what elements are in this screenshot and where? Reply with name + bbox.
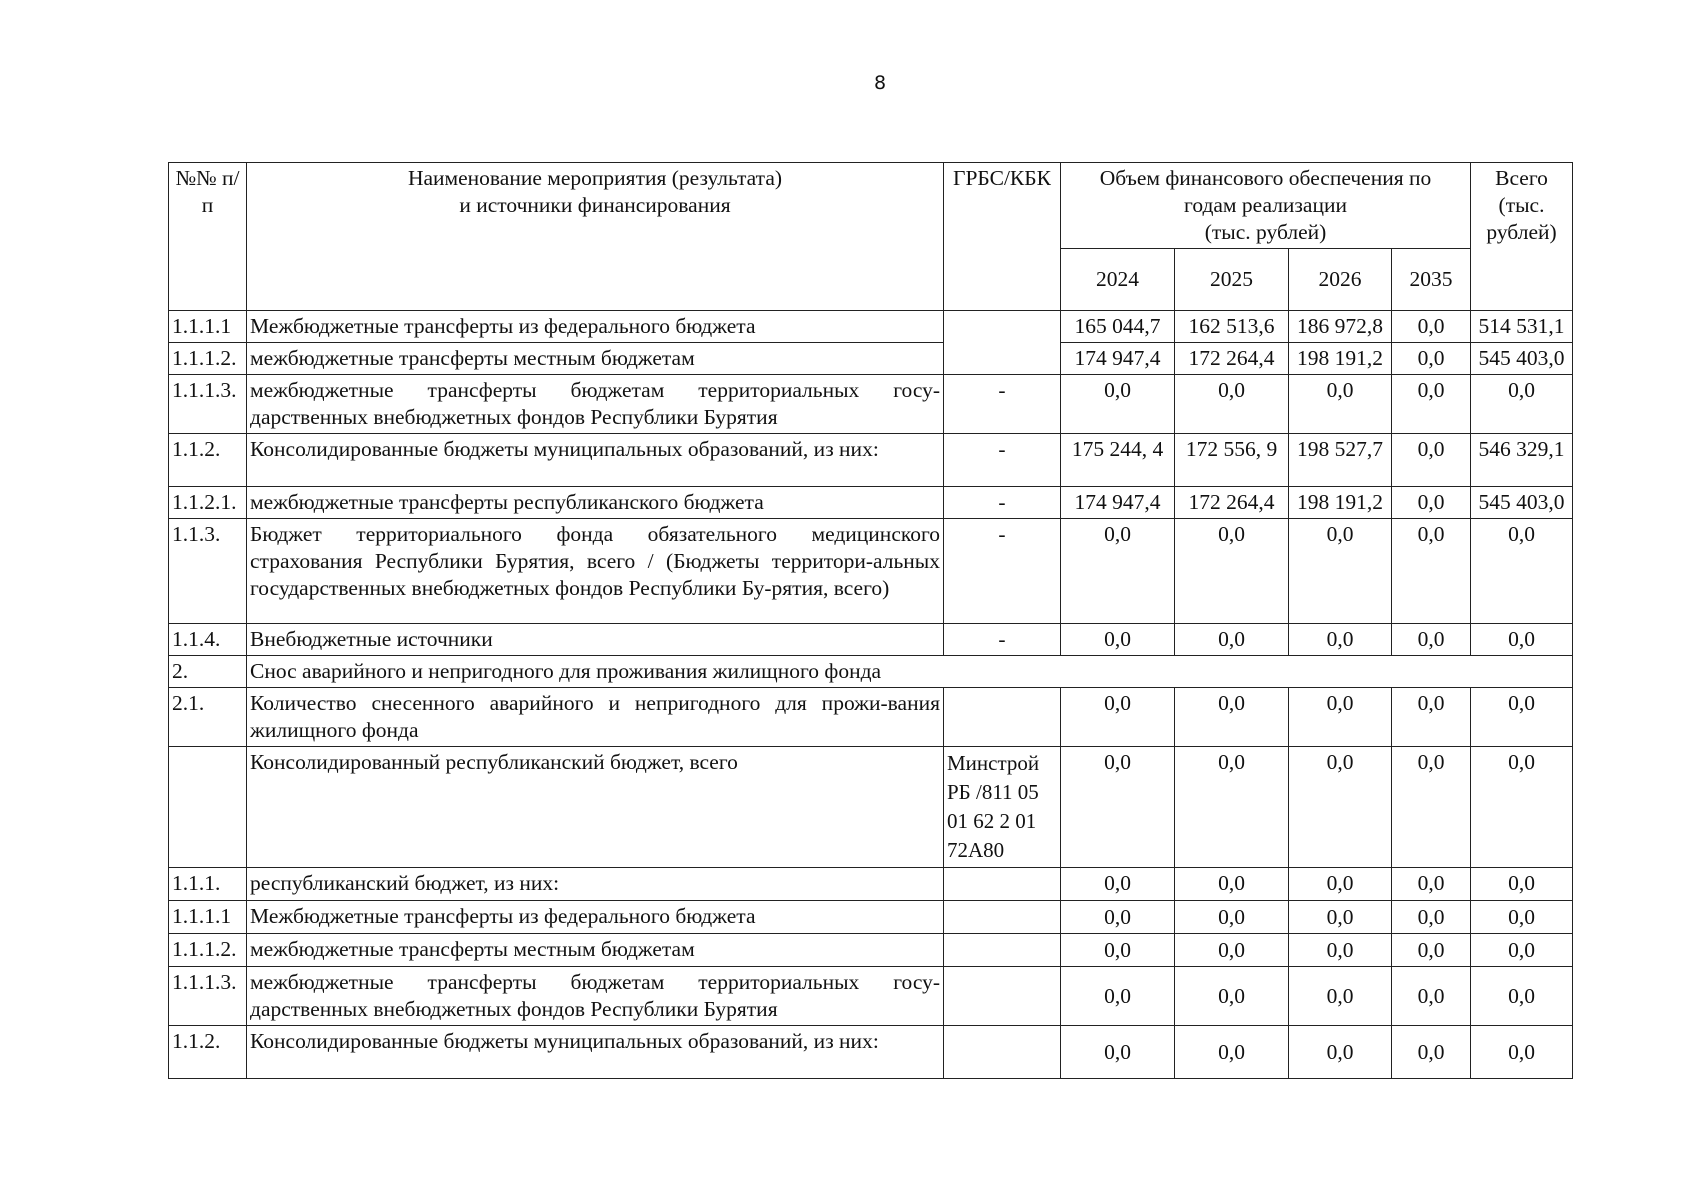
value-2024: 175 244, 4 xyxy=(1061,434,1175,487)
row-name: Внебюджетные источники xyxy=(247,624,944,656)
value-2026: 0,0 xyxy=(1289,375,1392,434)
header-name xyxy=(247,163,944,311)
value-2035: 0,0 xyxy=(1392,519,1471,624)
row-number: 1.1.2.1. xyxy=(169,487,247,519)
header-year-2025: 2025 xyxy=(1175,249,1289,311)
value-2025: 172 264,4 xyxy=(1175,487,1289,519)
row-name: межбюджетные трансферты бюджетам территориальных госу-дарственных внебюджетных фондов Республики Бурятия xyxy=(247,375,944,434)
value-2025: 172 556, 9 xyxy=(1175,434,1289,487)
value-2035: 0,0 xyxy=(1392,343,1471,375)
value-2026: 0,0 xyxy=(1289,688,1392,747)
row-number: 2.1. xyxy=(169,688,247,747)
value-total: 0,0 xyxy=(1471,868,1573,901)
value-2035: 0,0 xyxy=(1392,624,1471,656)
value-2035: 0,0 xyxy=(1392,375,1471,434)
section-title: Снос аварийного и непригодного для проживания жилищного фонда xyxy=(247,656,1573,688)
table-row xyxy=(169,967,1573,1026)
row-name: Количество снесенного аварийного и непригодного для прожи-вания жилищного фонда xyxy=(247,688,944,747)
table-row xyxy=(169,434,1573,487)
value-2035: 0,0 xyxy=(1392,487,1471,519)
value-2024: 0,0 xyxy=(1061,901,1175,934)
value-2035: 0,0 xyxy=(1392,311,1471,343)
value-total: 545 403,0 xyxy=(1471,487,1573,519)
row-grbs: - xyxy=(944,519,1061,624)
row-number: 2. xyxy=(169,656,247,688)
header-number-label: №№ п/п xyxy=(175,166,240,217)
header-year-2035: 2035 xyxy=(1392,249,1471,311)
header-total-line3: рублей) xyxy=(1486,220,1557,244)
value-2024: 0,0 xyxy=(1061,688,1175,747)
header-volume xyxy=(1061,163,1471,249)
row-number: 1.1.2. xyxy=(169,434,247,487)
row-name: межбюджетные трансферты местным бюджетам xyxy=(247,343,944,375)
table-row xyxy=(169,1026,1573,1079)
row-grbs: - xyxy=(944,487,1061,519)
value-2025: 0,0 xyxy=(1175,375,1289,434)
value-2026: 0,0 xyxy=(1289,1026,1392,1079)
row-grbs: - xyxy=(944,375,1061,434)
value-2024: 165 044,7 xyxy=(1061,311,1175,343)
value-2035: 0,0 xyxy=(1392,1026,1471,1079)
table-row xyxy=(169,688,1573,747)
value-2026: 0,0 xyxy=(1289,901,1392,934)
table-body xyxy=(169,311,1573,1079)
row-name: Межбюджетные трансферты из федерального бюджета xyxy=(247,901,944,934)
row-number: 1.1.1.2. xyxy=(169,934,247,967)
header-name-line1: Наименование мероприятия (результата) xyxy=(407,166,783,190)
header-year-2024: 2024 xyxy=(1061,249,1175,311)
row-name: Консолидированные бюджеты муниципальных образований, из них: xyxy=(247,434,944,487)
value-total: 0,0 xyxy=(1471,1026,1573,1079)
table-row xyxy=(169,375,1573,434)
value-2026: 198 191,2 xyxy=(1289,487,1392,519)
table-row xyxy=(169,868,1573,901)
header-year-2026: 2026 xyxy=(1289,249,1392,311)
header-total-line2: (тыс. xyxy=(1498,193,1545,217)
value-2035: 0,0 xyxy=(1392,688,1471,747)
value-total: 0,0 xyxy=(1471,624,1573,656)
header-number xyxy=(169,163,247,311)
row-name: Бюджет территориального фонда обязательного медицинского страхования Республики Бурятия, всего / (Бюджеты территори-альных государственных внебюджетных фондов Республики Бу-рятия, всего) xyxy=(247,519,944,624)
row-grbs xyxy=(944,967,1061,1026)
value-2024: 174 947,4 xyxy=(1061,487,1175,519)
row-grbs xyxy=(944,934,1061,967)
value-2026: 0,0 xyxy=(1289,868,1392,901)
value-total: 0,0 xyxy=(1471,375,1573,434)
value-2025: 0,0 xyxy=(1175,868,1289,901)
value-2024: 0,0 xyxy=(1061,375,1175,434)
value-2026: 0,0 xyxy=(1289,624,1392,656)
financing-table xyxy=(168,162,1573,1079)
header-volume-line2: годам реализации xyxy=(1184,193,1347,217)
value-2025: 0,0 xyxy=(1175,1026,1289,1079)
value-2024: 0,0 xyxy=(1061,747,1175,868)
value-2024: 0,0 xyxy=(1061,1026,1175,1079)
value-total: 0,0 xyxy=(1471,934,1573,967)
row-number: 1.1.1.1 xyxy=(169,901,247,934)
header-volume-line3: (тыс. рублей) xyxy=(1204,220,1327,244)
value-2025: 0,0 xyxy=(1175,747,1289,868)
value-2025: 0,0 xyxy=(1175,624,1289,656)
table-row xyxy=(169,901,1573,934)
header-total xyxy=(1471,163,1573,311)
value-2024: 0,0 xyxy=(1061,967,1175,1026)
value-total: 514 531,1 xyxy=(1471,311,1573,343)
value-2025: 0,0 xyxy=(1175,688,1289,747)
row-number: 1.1.1.1 xyxy=(169,311,247,343)
value-total: 0,0 xyxy=(1471,747,1573,868)
row-name: Консолидированные бюджеты муниципальных образований, из них: xyxy=(247,1026,944,1079)
table-row xyxy=(169,487,1573,519)
row-number: 1.1.1.2. xyxy=(169,343,247,375)
row-number xyxy=(169,747,247,868)
table-row xyxy=(169,519,1573,624)
value-2026: 186 972,8 xyxy=(1289,311,1392,343)
table-row xyxy=(169,343,1573,375)
value-2024: 0,0 xyxy=(1061,868,1175,901)
value-2026: 0,0 xyxy=(1289,934,1392,967)
value-total: 0,0 xyxy=(1471,519,1573,624)
row-number: 1.1.3. xyxy=(169,519,247,624)
row-name: межбюджетные трансферты бюджетам территориальных госу-дарственных внебюджетных фондов Республики Бурятия xyxy=(247,967,944,1026)
value-2035: 0,0 xyxy=(1392,747,1471,868)
row-number: 1.1.4. xyxy=(169,624,247,656)
value-2026: 198 191,2 xyxy=(1289,343,1392,375)
value-2026: 0,0 xyxy=(1289,519,1392,624)
value-2026: 198 527,7 xyxy=(1289,434,1392,487)
row-number: 1.1.1. xyxy=(169,868,247,901)
value-total: 545 403,0 xyxy=(1471,343,1573,375)
value-2024: 0,0 xyxy=(1061,519,1175,624)
row-number: 1.1.1.3. xyxy=(169,375,247,434)
row-grbs xyxy=(944,343,1061,375)
row-name: межбюджетные трансферты местным бюджетам xyxy=(247,934,944,967)
value-2024: 174 947,4 xyxy=(1061,343,1175,375)
value-2025: 0,0 xyxy=(1175,967,1289,1026)
value-total: 0,0 xyxy=(1471,967,1573,1026)
value-2025: 172 264,4 xyxy=(1175,343,1289,375)
row-grbs xyxy=(944,901,1061,934)
header-grbs: ГРБС/КБК xyxy=(944,163,1061,311)
row-grbs xyxy=(944,311,1061,343)
header-name-line2: и источники финансирования xyxy=(459,193,731,217)
value-2025: 0,0 xyxy=(1175,519,1289,624)
row-name: Межбюджетные трансферты из федерального бюджета xyxy=(247,311,944,343)
value-2025: 162 513,6 xyxy=(1175,311,1289,343)
value-2024: 0,0 xyxy=(1061,624,1175,656)
value-2035: 0,0 xyxy=(1392,434,1471,487)
value-2026: 0,0 xyxy=(1289,967,1392,1026)
row-name: Консолидированный республиканский бюджет, всего xyxy=(247,747,944,868)
value-total: 0,0 xyxy=(1471,688,1573,747)
section-row xyxy=(169,656,1573,688)
header-total-line1: Всего xyxy=(1495,166,1548,190)
value-2035: 0,0 xyxy=(1392,868,1471,901)
value-total: 0,0 xyxy=(1471,901,1573,934)
table-row xyxy=(169,747,1573,868)
row-name: межбюджетные трансферты республиканского бюджета xyxy=(247,487,944,519)
row-grbs: - xyxy=(944,434,1061,487)
table-row xyxy=(169,624,1573,656)
value-2025: 0,0 xyxy=(1175,901,1289,934)
table-row xyxy=(169,934,1573,967)
row-grbs: - xyxy=(944,624,1061,656)
row-grbs xyxy=(944,688,1061,747)
value-2035: 0,0 xyxy=(1392,967,1471,1026)
value-2035: 0,0 xyxy=(1392,901,1471,934)
value-2024: 0,0 xyxy=(1061,934,1175,967)
value-2035: 0,0 xyxy=(1392,934,1471,967)
row-grbs: Минстрой РБ /811 05 01 62 2 01 72А80 xyxy=(944,747,1061,868)
page-number: 8 xyxy=(873,72,887,94)
value-total: 546 329,1 xyxy=(1471,434,1573,487)
header-volume-line1: Объем финансового обеспечения по xyxy=(1099,166,1432,190)
row-grbs xyxy=(944,868,1061,901)
row-number: 1.1.2. xyxy=(169,1026,247,1079)
row-name: республиканский бюджет, из них: xyxy=(247,868,944,901)
value-2026: 0,0 xyxy=(1289,747,1392,868)
row-number: 1.1.1.3. xyxy=(169,967,247,1026)
row-grbs xyxy=(944,1026,1061,1079)
table-row xyxy=(169,311,1573,343)
value-2025: 0,0 xyxy=(1175,934,1289,967)
